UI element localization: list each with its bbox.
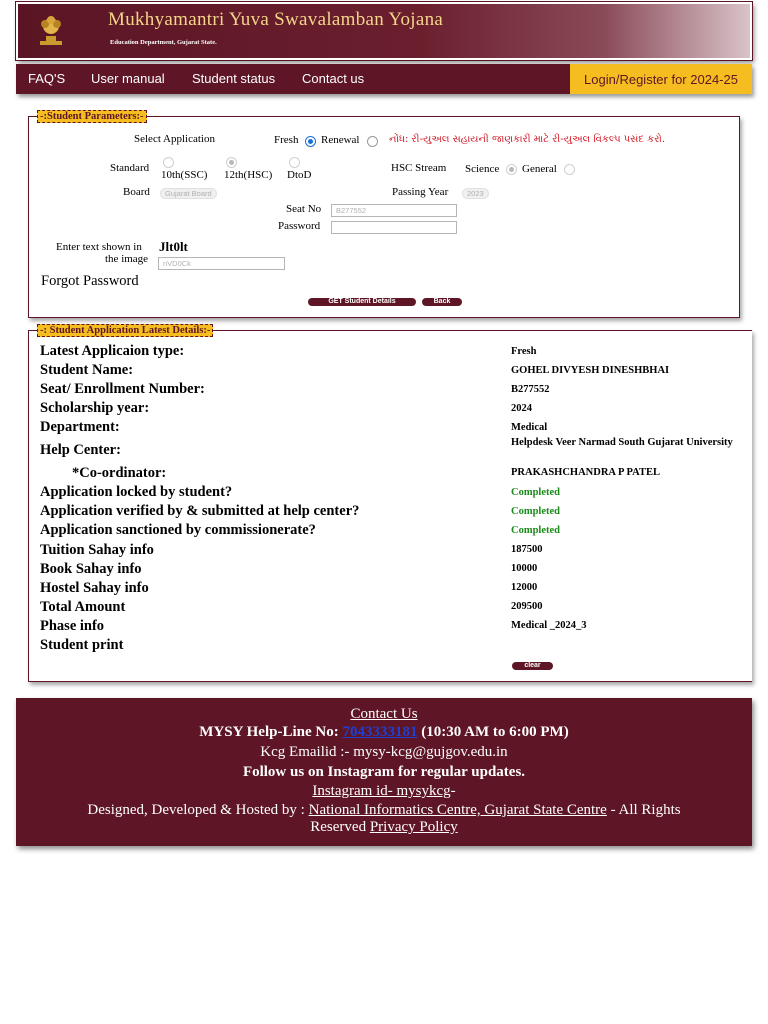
standard-label: Standard [110, 162, 150, 174]
rights-text: - All Rights [610, 802, 681, 818]
detail-value: B277552 [511, 384, 550, 395]
seat-no-label: Seat No [286, 203, 322, 215]
parameters-legend: -:Student Parameters:- [37, 110, 147, 123]
site-footer [16, 698, 752, 846]
std-12th-label: 12th(HSC) [224, 169, 273, 181]
helpline-number-link[interactable]: 7043333181 [342, 724, 418, 740]
instagram-dash: - [450, 783, 456, 799]
detail-label: Application verified by & submitted at help center? [40, 503, 360, 519]
captcha-label-line1: Enter text shown in [56, 241, 142, 253]
renewal-radio[interactable] [367, 136, 378, 147]
detail-label: *Co-ordinator: [72, 465, 167, 481]
site-subtitle: Education Department, Gujarat State. [110, 39, 217, 46]
captcha-input[interactable]: nVD0Ck [158, 257, 285, 270]
captcha-label-line2: the image [105, 253, 149, 265]
instagram-follow-text: Follow us on Instagram for regular updates. [242, 764, 526, 780]
std-dtod-radio[interactable] [289, 157, 300, 168]
passing-year-select[interactable]: 2023 [462, 188, 489, 199]
seat-no-input[interactable]: B277552 [331, 204, 457, 217]
std-10th-label: 10th(SSC) [161, 169, 208, 181]
detail-label: Book Sahay info [40, 561, 142, 577]
nic-link[interactable]: National Informatics Centre, Gujarat State Centre [308, 802, 607, 818]
student-print-link[interactable]: Student print [40, 637, 124, 653]
helpline-hours: (10:30 AM to 6:00 PM) [421, 724, 569, 740]
forgot-password-link[interactable]: Forgot Password [41, 273, 139, 289]
designed-by-text: Designed, Developed & Hosted by : [87, 802, 305, 818]
detail-value: Helpdesk Veer Narmad South Gujarat University [511, 437, 733, 448]
detail-value: 12000 [511, 582, 538, 593]
renewal-note: નોંધ: રી-યુઅલ સહાયની જાણકારી માટે રી-યુઅલ વિકલ્પ પસંદ કરો. [389, 134, 666, 145]
site-title: Mukhyamantri Yuva Swavalamban Yojana [108, 9, 444, 30]
detail-label: Tuition Sahay info [40, 542, 154, 558]
status-completed: Completed [511, 525, 560, 536]
back-button[interactable]: Back [422, 298, 462, 306]
detail-value: 187500 [511, 544, 543, 555]
std-dtod-label: DtoD [287, 169, 312, 181]
general-label: General [522, 163, 557, 175]
application-details-panel [28, 325, 752, 682]
password-input[interactable] [331, 221, 457, 234]
detail-label: Latest Applicaion type: [40, 343, 185, 359]
detail-label: Seat/ Enrollment Number: [40, 381, 205, 397]
footer-contact-link[interactable]: Contact Us [350, 706, 418, 722]
details-legend: -: Student Application Latest Details:- [37, 324, 213, 337]
detail-value: PRAKASHCHANDRA P PATEL [511, 467, 660, 478]
detail-label: Application locked by student? [40, 484, 233, 500]
fresh-label: Fresh [274, 134, 299, 146]
board-label: Board [123, 186, 150, 198]
detail-label: Application sanctioned by commissionerate? [40, 522, 316, 538]
helpline-label: MYSY Help-Line No: [199, 724, 339, 740]
std-12th-radio[interactable] [226, 157, 237, 168]
general-radio[interactable] [564, 164, 575, 175]
detail-label: Department: [40, 419, 120, 435]
instagram-id-link[interactable]: Instagram id- mysykcg [312, 783, 451, 799]
status-completed: Completed [511, 506, 560, 517]
nav-faqs[interactable]: FAQ'S [28, 71, 66, 86]
detail-label: Scholarship year: [40, 400, 150, 416]
kcg-email: Kcg Emailid :- mysy-kcg@gujgov.edu.in [260, 744, 508, 760]
main-nav [16, 64, 752, 94]
student-parameters-panel [28, 111, 740, 318]
detail-label: Student Name: [40, 362, 134, 378]
detail-value: 209500 [511, 601, 543, 612]
hsc-stream-label: HSC Stream [391, 162, 447, 174]
detail-value: GOHEL DIVYESH DINESHBHAI [511, 365, 670, 376]
detail-value: 10000 [511, 563, 538, 574]
science-label: Science [465, 163, 500, 175]
status-completed: Completed [511, 487, 560, 498]
detail-value: Medical [511, 422, 548, 433]
detail-label: Phase info [40, 618, 105, 634]
header-banner [16, 2, 752, 60]
reserved-text: Reserved [310, 819, 367, 835]
detail-label: Total Amount [40, 599, 126, 615]
privacy-policy-link[interactable]: Privacy Policy [369, 819, 458, 835]
detail-label: Hostel Sahay info [40, 580, 149, 596]
science-radio[interactable] [506, 164, 517, 175]
renewal-label: Renewal [321, 134, 360, 146]
fresh-radio[interactable] [305, 136, 316, 147]
detail-value: Medical _2024_3 [511, 620, 587, 631]
captcha-image-text: Jlt0lt [159, 239, 188, 254]
detail-value: 2024 [511, 403, 532, 414]
clear-button[interactable]: clear [512, 662, 553, 670]
select-application-label: Select Application [134, 133, 215, 145]
nav-user-manual[interactable]: User manual [91, 71, 165, 86]
login-register-button[interactable]: Login/Register for 2024-25 [570, 64, 752, 94]
std-10th-radio[interactable] [163, 157, 174, 168]
nav-contact-us[interactable]: Contact us [302, 71, 365, 86]
get-student-details-button[interactable]: GET Student Details [308, 298, 416, 306]
passing-year-label: Passing Year [392, 186, 449, 198]
state-emblem-icon [32, 12, 70, 48]
password-label: Password [278, 220, 321, 232]
detail-label: Help Center: [40, 442, 121, 458]
detail-value: Fresh [511, 346, 537, 357]
nav-student-status[interactable]: Student status [192, 71, 276, 86]
board-select[interactable]: Gujarat Board [160, 188, 217, 199]
